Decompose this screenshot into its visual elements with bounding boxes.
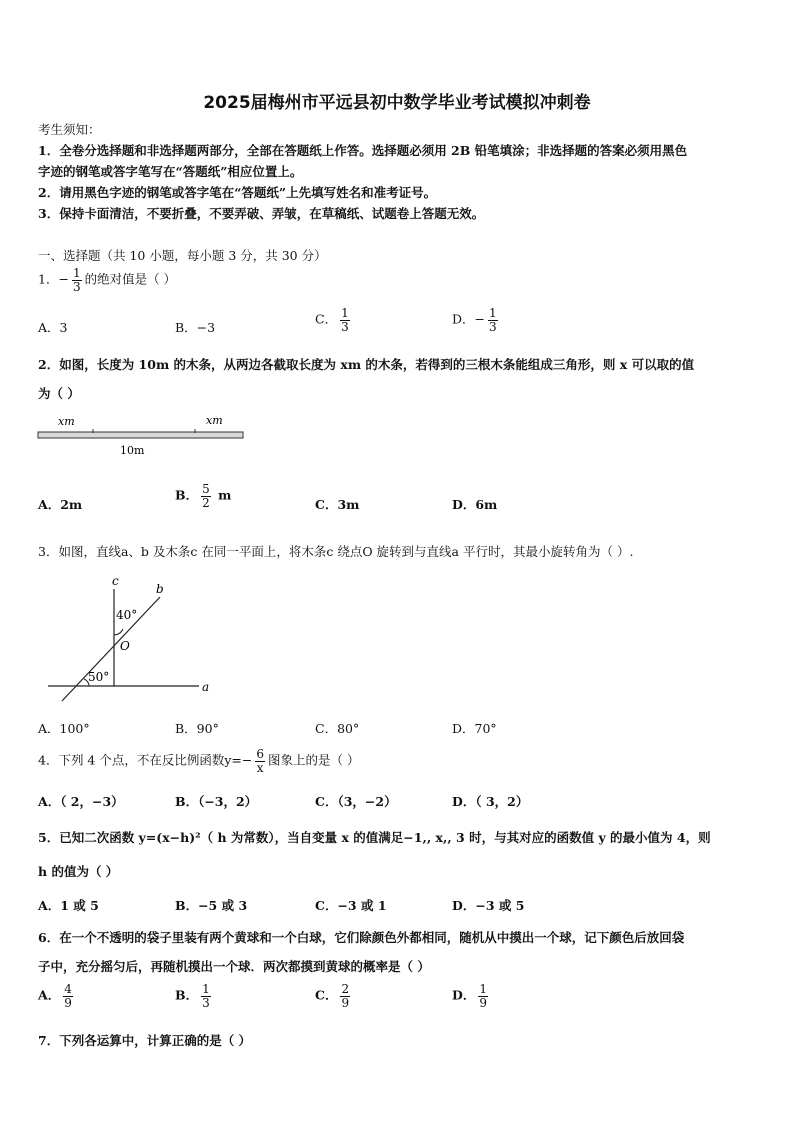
q4-option-a[interactable]: A．（ 2，−3） — [38, 794, 124, 809]
q6-option-b[interactable]: B． $\frac{1}{3}$ — [175, 982, 210, 1010]
angle-label-50: 50° — [88, 670, 110, 684]
q1-option-b[interactable]: B．−3 — [175, 320, 216, 335]
question-4: 4．下列 4 个点，不在反比例函数y=− $\frac{6}{x}$ 图象上的是（ ） — [38, 747, 360, 775]
q3-option-a[interactable]: A．100° — [38, 721, 90, 736]
q3-angle-figure — [44, 575, 224, 705]
question-3: 3．如图，直线a、b 及木条c 在同一平面上，将木条c 绕点O 旋转到与直线a 平行时，其最小旋转角为（ ）. — [38, 544, 634, 559]
q4-option-b[interactable]: B．（−3，2） — [175, 794, 258, 809]
q6-option-c[interactable]: C． $\frac{2}{9}$ — [315, 982, 350, 1010]
question-number: 1． — [38, 271, 59, 287]
q3-option-c[interactable]: C．80° — [315, 721, 360, 736]
fig-label-left: xm — [58, 415, 75, 428]
notice-heading: 考生须知： — [38, 122, 101, 137]
fig-label-right: xm — [206, 414, 223, 427]
angle-label-40: 40° — [116, 608, 138, 622]
q5-option-a[interactable]: A．1 或 5 — [38, 898, 99, 913]
page-title: 2025届梅州市平远县初中数学毕业考试模拟冲刺卷 — [203, 93, 591, 113]
q3-option-d[interactable]: D．70° — [452, 721, 497, 736]
q2-option-c[interactable]: C．3m — [315, 497, 360, 512]
function-expression: y=− — [224, 752, 253, 768]
question-6-line-2: 子中，充分摇匀后，再随机摸出一个球．两次都摸到黄球的概率是（ ） — [38, 959, 430, 974]
q2-option-b[interactable]: B． $\frac{5}{2}$ m — [175, 482, 232, 510]
q1-option-c[interactable]: C． $\frac{1}{3}$ — [315, 306, 349, 334]
q6-option-a[interactable]: A． $\frac{4}{9}$ — [38, 982, 72, 1010]
question-5-line-1: 5．已知二次函数 y=(x−h)²（ h 为常数），当自变量 x 的值满足−1,, x,, 3 时，与其对应的函数值 y 的最小值为 4，则 — [38, 830, 711, 845]
question-2-line-1: 2．如图，长度为 10m 的木条，从两边各截取长度为 xm 的木条，若得到的三根木条能组成三角形，则 x 可以取的值 — [38, 357, 695, 372]
question-7: 7．下列各运算中，计算正确的是（ ） — [38, 1033, 252, 1048]
q6-option-d[interactable]: D． $\frac{1}{9}$ — [452, 982, 487, 1010]
question-2-line-2: 为（ ） — [38, 386, 80, 401]
label-a: a — [202, 680, 210, 694]
q1-option-a[interactable]: A．3 — [38, 320, 68, 335]
q4-option-c[interactable]: C．（3，−2） — [315, 794, 397, 809]
q5-option-d[interactable]: D．−3 或 5 — [452, 898, 525, 913]
notice-item-1-line-2: 字迹的钢笔或答字笔写在“答题纸”相应位置上。 — [38, 164, 303, 179]
minus-sign: − — [58, 271, 69, 287]
notice-item-3: 3．保持卡面清洁，不要折叠，不要弄破、弄皱，在草稿纸、试题卷上答题无效。 — [38, 206, 485, 221]
q2-option-d[interactable]: D．6m — [452, 497, 498, 512]
fraction: $\frac{1}{3}$ — [72, 266, 81, 294]
fig-label-bottom: 10m — [120, 444, 145, 457]
question-1 — [38, 267, 176, 293]
notice-item-2: 2．请用黑色字迹的钢笔或答字笔在“答题纸”上先填写姓名和准考证号。 — [38, 185, 437, 200]
label-b: b — [156, 582, 164, 596]
notice-item-1-line-1: 1．全卷分选择题和非选择题两部分，全部在答题纸上作答。选择题必须用 2B 铅笔填涂；非选择题的答案必须用黑色 — [38, 143, 688, 158]
q2-stick-figure — [36, 410, 251, 462]
label-o: O — [120, 639, 130, 653]
section-heading: 一、选择题（共 10 小题，每小题 3 分，共 30 分） — [38, 248, 327, 263]
q5-option-b[interactable]: B．−5 或 3 — [175, 898, 248, 913]
q5-option-c[interactable]: C．−3 或 1 — [315, 898, 387, 913]
q4-option-d[interactable]: D．（ 3，2） — [452, 794, 529, 809]
q3-option-b[interactable]: B．90° — [175, 721, 219, 736]
question-6-line-1: 6．在一个不透明的袋子里装有两个黄球和一个白球，它们除颜色外都相同，随机从中摸出一个球，记下颜色后放回袋 — [38, 930, 685, 945]
question-5-line-2: h 的值为（ ） — [38, 864, 119, 879]
q1-option-d[interactable]: D．− $\frac{1}{3}$ — [452, 306, 497, 334]
question-text: 的绝对值是（ ） — [84, 271, 177, 287]
q2-option-a[interactable]: A．2m — [38, 497, 83, 512]
label-c: c — [112, 575, 119, 588]
